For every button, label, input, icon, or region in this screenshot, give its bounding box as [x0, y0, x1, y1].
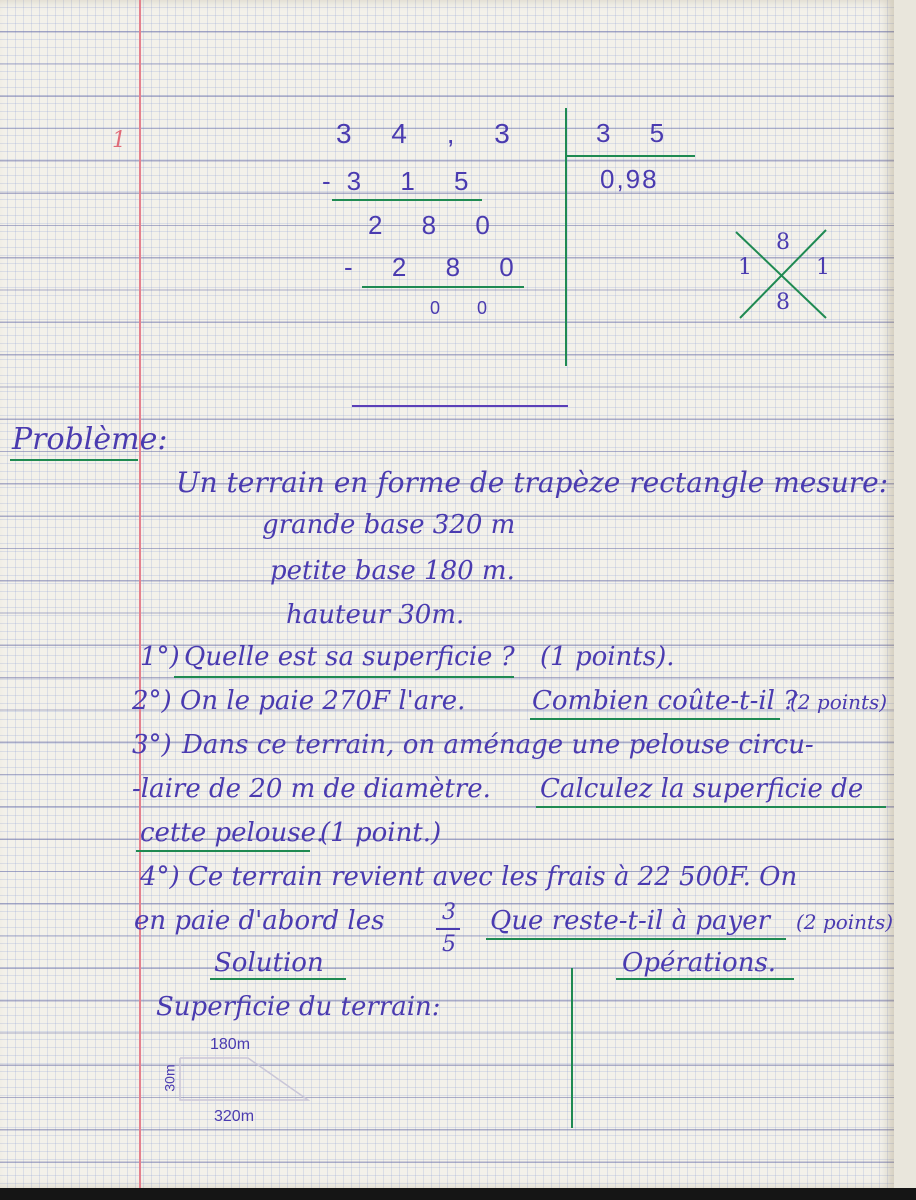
q1-points: (1 points). — [540, 642, 675, 672]
solution-underline — [210, 978, 346, 980]
q4-question: Que reste-t-il à payer — [490, 906, 771, 936]
sketch-top-label: 180m — [210, 1036, 251, 1053]
cross-left: 1 — [738, 255, 752, 280]
sketch-bottom-label: 320m — [214, 1108, 255, 1125]
q3-line3a: cette pelouse. — [140, 818, 325, 848]
q2-text: On le paie 270F l'are. — [180, 686, 466, 716]
division-bracket-vertical — [565, 108, 567, 366]
q4-line2a: en paie d'abord les — [134, 906, 385, 936]
trapezoid-sketch-icon — [178, 1056, 318, 1104]
small-base: petite base 180 m. — [270, 556, 515, 586]
q3-underline-2 — [136, 850, 310, 852]
division-bracket-horizontal — [565, 155, 695, 157]
q4-fraction-denominator: 5 — [442, 932, 456, 957]
solution-subtitle: Superficie du terrain: — [156, 992, 441, 1022]
operations-title: Opérations. — [622, 948, 777, 978]
q1-underline — [174, 676, 514, 678]
q3-points: (1 point.) — [320, 818, 442, 848]
margin-line — [139, 0, 141, 1188]
sketch-side-label: 30m — [161, 1064, 178, 1092]
heading-underline — [10, 459, 138, 461]
separator-rule — [352, 405, 568, 407]
page-number: 1 — [112, 128, 126, 153]
q4-points: (2 points) — [796, 910, 894, 934]
division-rule-1 — [332, 199, 482, 201]
height: hauteur 30m. — [286, 600, 465, 630]
q4-line1: Ce terrain revient avec les frais à 22 500F. On — [188, 862, 798, 892]
q4-fraction-bar — [436, 928, 460, 930]
q4-underline — [486, 938, 786, 940]
q3-number: 3°) — [132, 730, 172, 760]
q2-number: 2°) — [132, 686, 172, 716]
q4-fraction-numerator: 3 — [442, 900, 456, 925]
q3-line1: Dans ce terrain, on aménage une pelouse circu- — [182, 730, 814, 760]
division-step2: 2 8 0 — [368, 210, 506, 240]
q1-text: Quelle est sa superficie ? — [184, 642, 515, 672]
q4-number: 4°) — [140, 862, 180, 892]
q2-underline — [530, 718, 780, 720]
division-rule-2 — [362, 286, 524, 288]
q3-underline-1 — [536, 806, 886, 808]
q2-points: (2 points) — [790, 690, 888, 714]
division-step1: -3 1 5 — [322, 166, 485, 196]
scan-border — [0, 1188, 916, 1200]
q2-question: Combien coûte-t-il ? — [532, 686, 798, 716]
division-quotient: 0,98 — [600, 164, 659, 194]
q3-line2b: Calculez la superficie de — [540, 774, 864, 804]
division-remainder: 0 0 — [430, 298, 504, 318]
operations-underline — [616, 978, 794, 980]
q3-line2a: -laire de 20 m de diamètre. — [132, 774, 491, 804]
big-base: grande base 320 m — [262, 510, 516, 540]
problem-intro: Un terrain en forme de trapèze rectangle mesure: — [176, 466, 889, 499]
q1-number: 1°) — [140, 642, 180, 672]
solution-title: Solution — [214, 948, 324, 978]
cross-top: 8 — [776, 230, 790, 255]
cross-bottom: 8 — [776, 290, 790, 315]
division-divisor: 3 5 — [596, 118, 681, 148]
division-step3: - 2 8 0 — [344, 252, 530, 282]
operations-divider — [571, 968, 573, 1128]
cross-right: 1 — [816, 255, 830, 280]
page-edge — [894, 0, 916, 1188]
problem-heading: Problème: — [12, 422, 168, 457]
division-dividend: 3 4 , 3 — [336, 118, 526, 149]
